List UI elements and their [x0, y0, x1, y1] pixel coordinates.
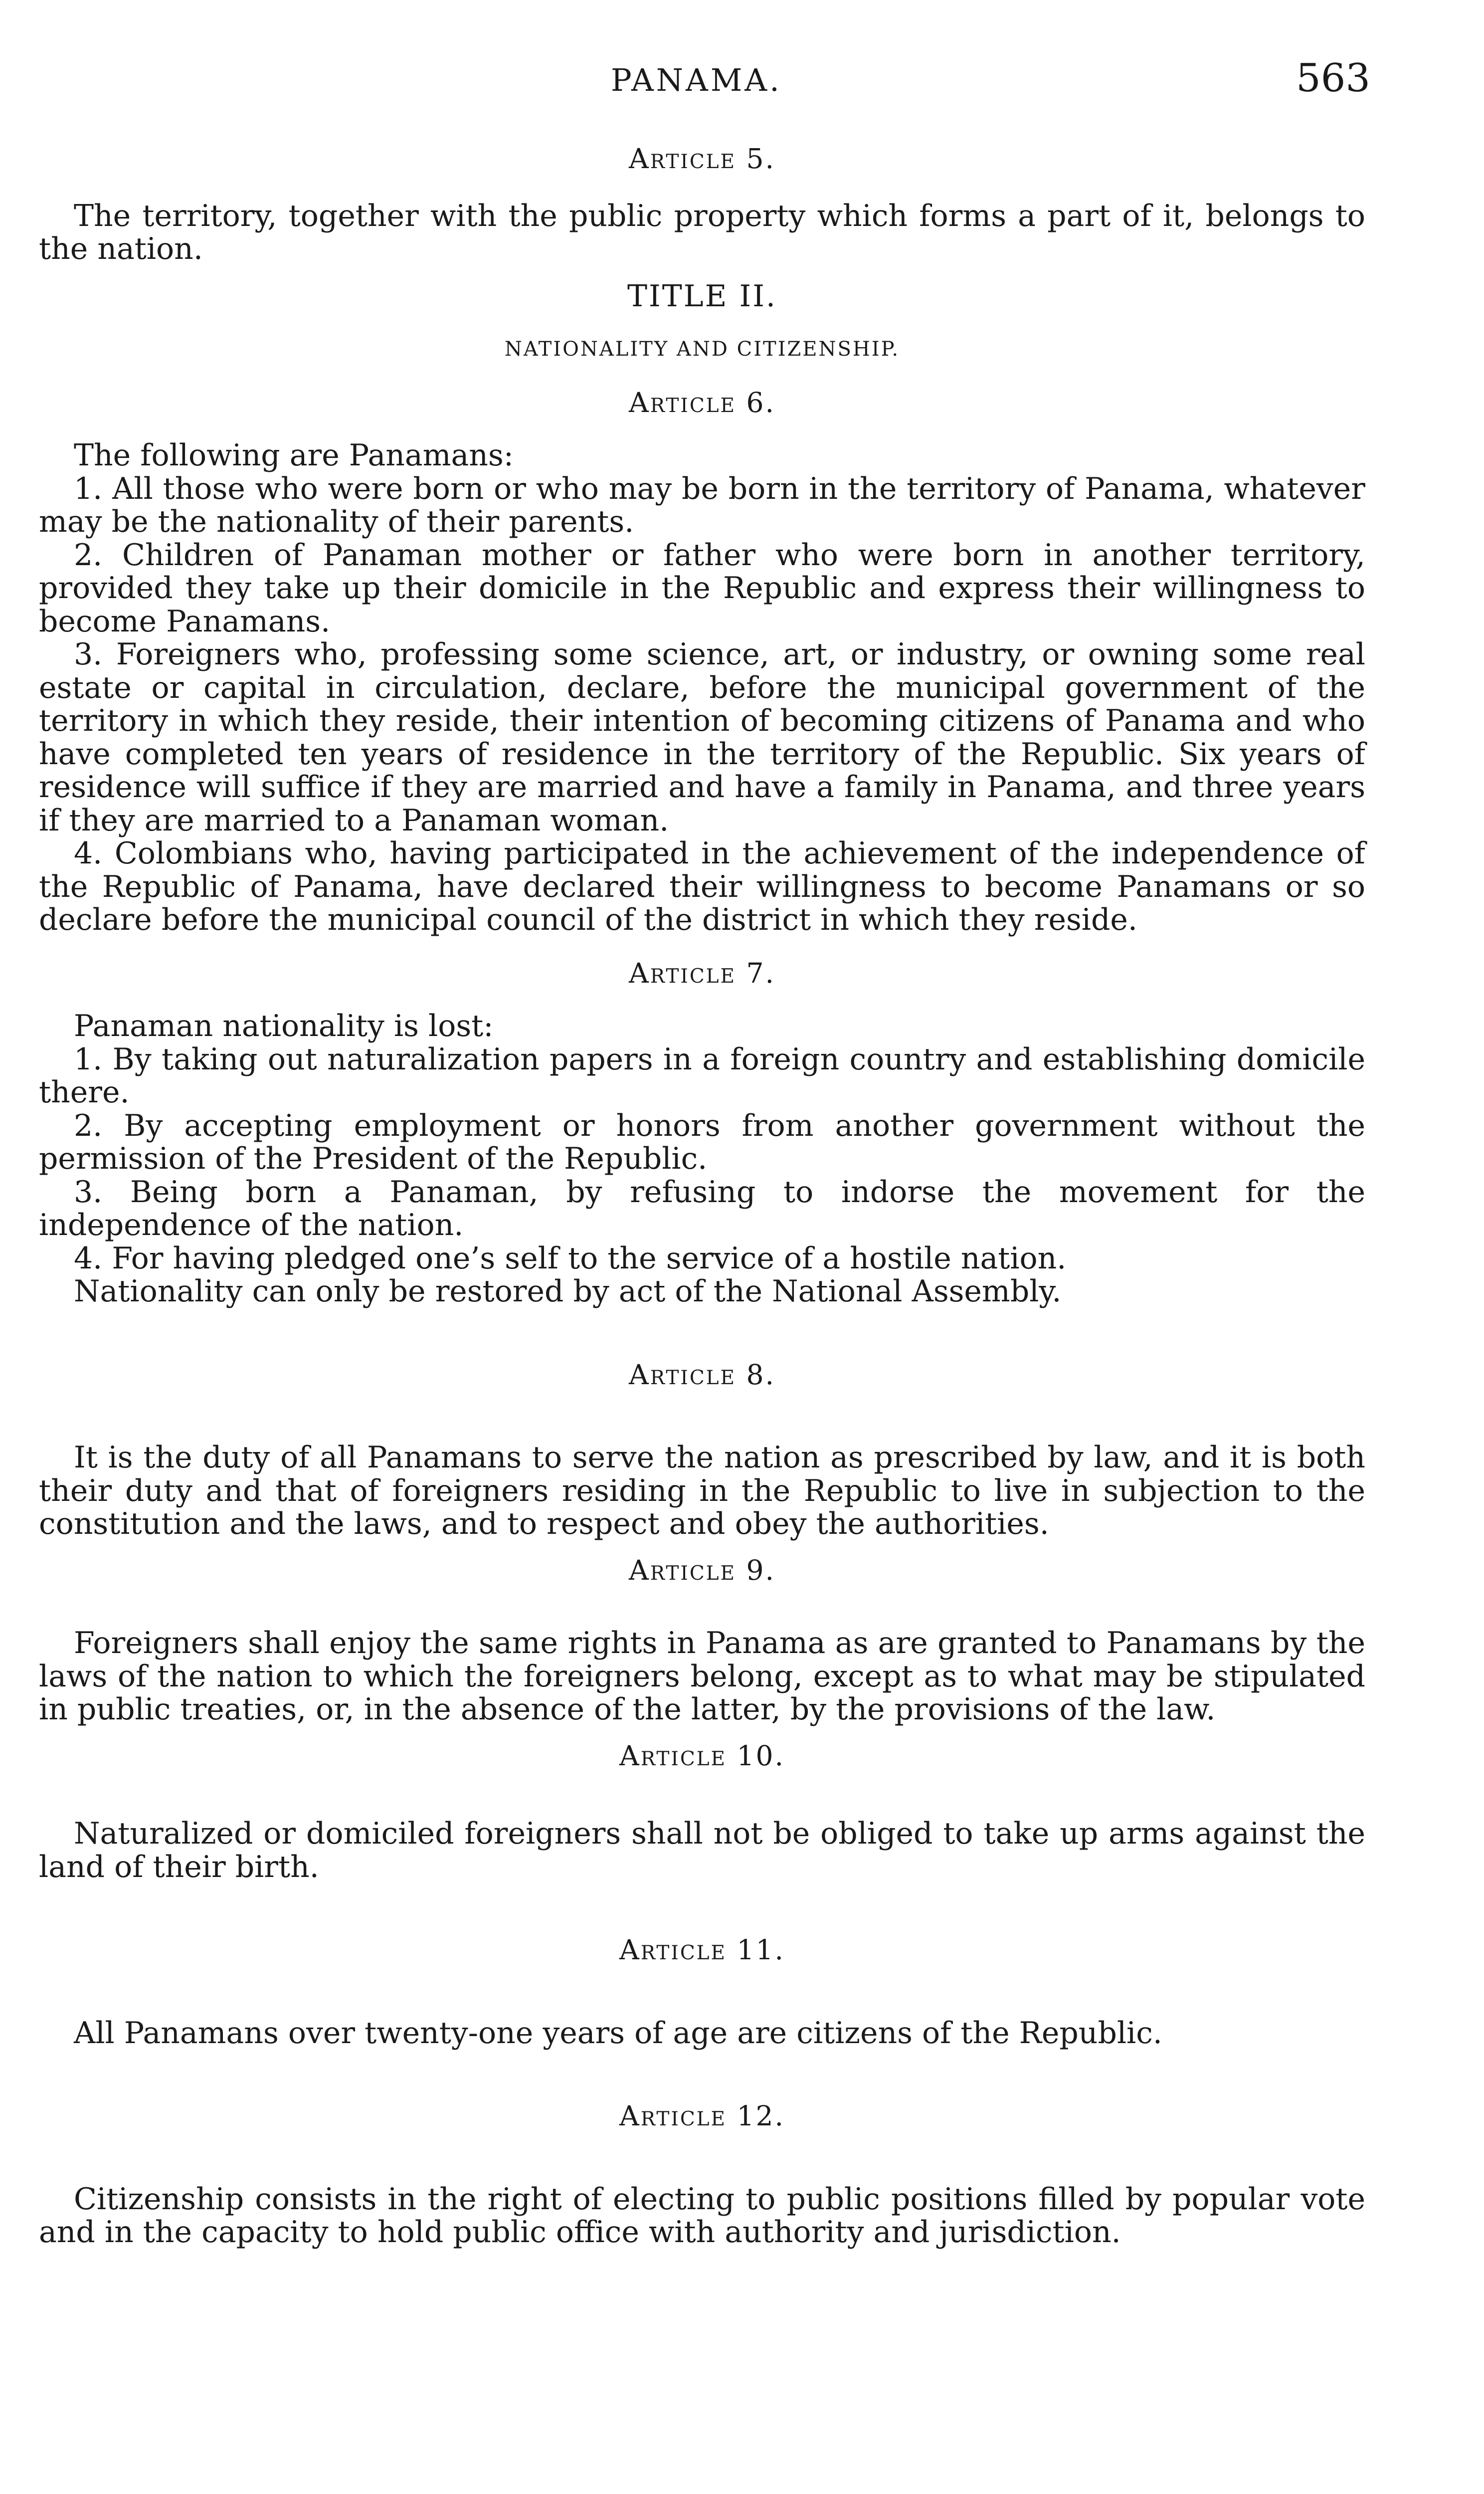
running-header — [0, 56, 1484, 111]
article-6-item: 1. All those who were born or who may be born in the territory of Panama, whatever may be the nationality of their parents. — [39, 471, 1365, 539]
article-9-text: Foreigners shall enjoy the same rights in Panama as are granted to Panamans by the laws of the nation to which the foreigners belong, except as to what may be stipulated in public treaties, or, in the absence of the latter, by the provisions of the law. — [39, 1626, 1365, 1727]
article-12-text: Citizenship consists in the right of electing to public positions filled by popular vote and in the capacity to hold public office with authority and jurisdiction. — [39, 2181, 1365, 2250]
article-5-heading: Article 5. — [629, 143, 775, 175]
article-12-heading: Article 12. — [619, 2100, 785, 2132]
article-10-text: Naturalized or domiciled foreigners shall not be obliged to take up arms against the land of their birth. — [39, 1816, 1365, 1884]
document-body — [39, 142, 1365, 2249]
article-5-text: The territory, together with the public property which forms a part of it, belongs to the nation. — [39, 198, 1365, 266]
running-title: PANAMA. — [611, 62, 782, 98]
article-8-text: It is the duty of all Panamans to serve the nation as prescribed by law, and it is both their duty and that of foreigners residing in the Republic to live in subjection to the constitution and the laws, and to respect and obey the authorities. — [39, 1440, 1365, 1541]
article-6-heading: Article 6. — [629, 386, 775, 418]
title-2-heading: TITLE II. — [627, 278, 777, 314]
article-6-intro: The following are Panamans: — [74, 438, 514, 473]
article-8-heading: Article 8. — [629, 1358, 775, 1391]
article-6-item: 4. Colombians who, having participated in the achievement of the independence of the Republic of Panama, have declared their willingness to become Panamans or so declare before the municipal council of the district in which they reside. — [39, 836, 1365, 937]
article-10-heading: Article 10. — [619, 1739, 785, 1772]
article-6-item: 2. Children of Panaman mother or father who were born in another territory, provided they take up their domicile in the Republic and express their willingness to become Panamans. — [39, 537, 1365, 639]
page-number: 563 — [1296, 56, 1370, 101]
article-7-item: 4. For having pledged one’s self to the service of a hostile nation. — [74, 1241, 1067, 1276]
article-7-item: 3. Being born a Panaman, by refusing to indorse the movement for the independence of the nation. — [39, 1174, 1365, 1243]
article-11-heading: Article 11. — [619, 1934, 785, 1966]
article-7-heading: Article 7. — [629, 957, 775, 989]
article-7-item: 1. By taking out naturalization papers in a foreign country and establishing domicile there. — [39, 1041, 1365, 1110]
article-9-heading: Article 9. — [629, 1554, 775, 1586]
article-6-item: 3. Foreigners who, professing some science, art, or industry, or owning some real estate or capital in circulation, declare, before the municipal government of the territory in which they reside, their intention of becoming citizens of Panama and who have completed ten years of residence in the territory of the Republic. Six years of residence will suffice if they are married and have a family in Panama, and three years if they are married to a Panaman woman. — [39, 637, 1365, 838]
article-7-closing: Nationality can only be restored by act of the National Assembly. — [74, 1274, 1062, 1309]
article-7-item: 2. By accepting employment or honors from another government without the permission of the President of the Republic. — [39, 1108, 1365, 1176]
title-2-subheading: NATIONALITY AND CITIZENSHIP. — [504, 338, 900, 361]
article-11-text: All Panamans over twenty-one years of age are citizens of the Republic. — [74, 2015, 1162, 2051]
article-7-intro: Panaman nationality is lost: — [74, 1009, 494, 1043]
